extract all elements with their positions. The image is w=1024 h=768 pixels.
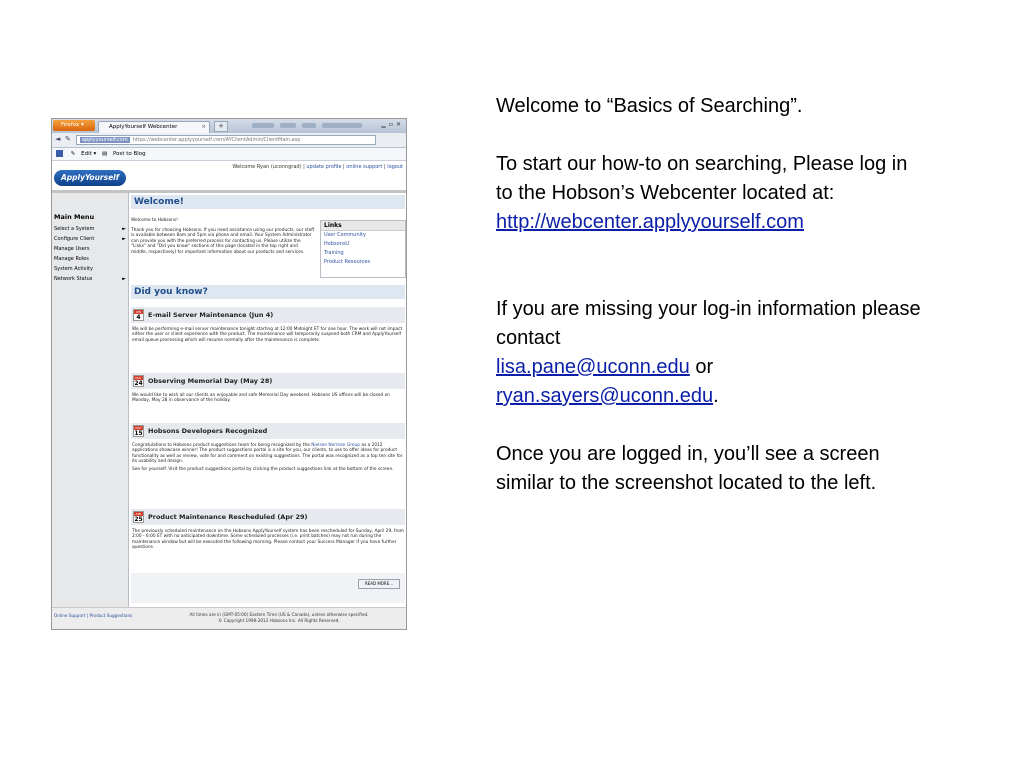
menu-item-network-status[interactable]: Network Status ► (54, 276, 126, 282)
page-footer (52, 607, 406, 630)
instructions-text (496, 92, 926, 498)
footer-legal: All times are in (GMT-05:00) Eastern Time (US & Canada), unless otherwise specified. © Copyright 1998-2012 Hobsons Inc. All Rights Reserved. (189, 612, 369, 623)
news-body: We would like to wish all our clients an enjoyable and safe Memorial Day weekend. Hobsons US offices will be closed on Monday, May 28 in observance of the holiday. (132, 393, 391, 404)
logout-link[interactable]: logout (387, 164, 403, 170)
news-body: The previously scheduled maintenance on the Hobsons ApplyYourself system has been rescheduled for Sunday, April 29, from 2:00 - 6:00 ET with no anticipated downtime. Some scheduled processes (i.e. print batches) may not run during the maintenance window but will be executed the following morning. Please contact your Success Manager if you have further questions. (132, 529, 404, 550)
calendar-icon: JUN 4 (133, 309, 144, 321)
link-product-resources[interactable]: Product Resources (324, 259, 371, 265)
email-link-lisa[interactable]: lisa.pane@uconn.edu (496, 356, 690, 378)
browser-tab-bar (52, 119, 406, 133)
wrench-icon[interactable]: ✎ (65, 135, 71, 143)
menu-item-system-activity[interactable]: System Activity (54, 266, 93, 272)
links-box (320, 220, 406, 278)
menu-item-manage-roles[interactable]: Manage Roles (54, 256, 89, 262)
webcenter-url-link[interactable]: http://webcenter.applyyourself.com (496, 211, 804, 233)
link-user-community[interactable]: User Community (324, 232, 366, 238)
links-title: Links (321, 221, 405, 231)
submenu-arrow-icon: ► (122, 226, 126, 232)
address-bar[interactable] (76, 135, 376, 145)
news-body: We will be performing e-mail server maintenance tonight starting at 12:00 Midnight ET for one hour. The work will not impact either the user or client experience with the product. The maintenance will temporarily suspend both CRM and ApplyYourself email queue processing which will resume normally after the maintenance is complete. (132, 327, 403, 343)
main-content (131, 195, 405, 607)
news-body: Congratulations to Hobsons product suggestions team for being recognized by the Nielsen Norman Group as a 2012 applications showcase winner! The product suggestions portal is a site for you, our clients, to use to offer ideas for product functionality as well as review, vote for and comment on existing suggestions. The portal was recognized as a top ten site for its usability and design. See for yourself. Visit the product suggestions portal by clicking the product suggestions link at the bottom of the screen. (132, 443, 403, 473)
email-link-ryan[interactable]: ryan.sayers@uconn.edu (496, 385, 714, 407)
facebook-icon[interactable] (56, 151, 65, 157)
welcome-text: Welcome to Hobsons! Thank you for choosing Hobsons. If you need assistance using our products, our staff is available between 8am and 5pm via phone and email. Your System Administrator can provide you with the preferred process for contacting us. Please utilize the "Links" and "Did you know" sections of this page (located in the top right and middle, respectively) for important information about our products and services. (131, 218, 315, 255)
tab-close-icon[interactable]: × (201, 124, 206, 130)
news-item (131, 373, 405, 404)
main-menu-heading: Main Menu (54, 213, 95, 221)
calendar-icon: MAY 15 (134, 426, 143, 437)
read-more-button[interactable]: READ MORE... (358, 579, 400, 589)
blurred-toolbar-item (302, 123, 316, 128)
did-you-know-heading: Did you know? (131, 285, 405, 299)
news-title: E-mail Server Maintenance (Jun 4) (148, 311, 274, 319)
post-to-blog-button[interactable]: ▤ Post to Blog (102, 151, 146, 157)
firefox-menu-button[interactable]: Firefox ▾ (53, 120, 95, 131)
url-text: https://webcenter.applyyourself.com/AYClientAdmin/ClientMain.asp (132, 137, 301, 143)
blurred-toolbar-item (252, 123, 274, 128)
news-title: Hobsons Developers Recognized (148, 427, 268, 435)
blurred-toolbar-item (280, 123, 296, 128)
webcenter-screenshot (51, 118, 407, 630)
browser-tab[interactable] (98, 121, 210, 133)
intro-line: Welcome to “Basics of Searching”. (496, 95, 803, 117)
submenu-arrow-icon: ► (122, 276, 126, 282)
online-support-link[interactable]: online support (346, 164, 383, 170)
back-arrow-icon[interactable]: ◄ (55, 135, 61, 143)
welcome-heading: Welcome! (131, 195, 405, 209)
calendar-icon: MAY 24 (134, 376, 143, 387)
link-training[interactable]: Training (324, 250, 344, 256)
menu-item-select-system[interactable]: Select a System ► (54, 226, 126, 232)
user-welcome-line: Welcome Ryan (uconngrad) | update profile | online support | logout (232, 164, 403, 170)
applyyourself-logo[interactable]: ApplyYourself (54, 170, 126, 186)
news-title: Observing Memorial Day (May 28) (148, 377, 273, 385)
nielsen-norman-link[interactable]: Nielsen Norman Group (311, 443, 360, 448)
menu-item-manage-users[interactable]: Manage Users (54, 246, 90, 252)
blurred-toolbar-item (322, 123, 362, 128)
link-hobsonsu[interactable]: HobsonsU (324, 241, 350, 247)
footer-links[interactable]: Online Support | Product Suggestions (54, 613, 133, 618)
missing-login-text: If you are missing your log-in information please contact lisa.pane@uconn.edu or ryan.sayers@uconn.edu. (496, 298, 921, 407)
new-tab-button[interactable]: + (214, 121, 228, 132)
news-title: Product Maintenance Rescheduled (Apr 29) (148, 513, 308, 521)
submenu-arrow-icon: ► (122, 236, 126, 242)
news-item (131, 509, 405, 550)
login-instructions: To start our how-to on searching, Please log in to the Hobson’s Webcenter located at: http://webcenter.applyyourself.com (496, 153, 908, 233)
logged-in-text: Once you are logged in, you’ll see a screen similar to the screenshot located to the left. (496, 443, 880, 494)
address-bar-row (52, 133, 406, 148)
sidebar (52, 193, 129, 607)
news-item (131, 307, 405, 343)
window-controls[interactable]: ▁▫✕ (381, 121, 404, 128)
update-profile-link[interactable]: update profile (306, 164, 342, 170)
calendar-icon: APR 25 (134, 512, 143, 523)
menu-item-configure-client[interactable]: Configure Client ► (54, 236, 126, 242)
site-identity-badge[interactable]: applyyourself.com (82, 137, 128, 143)
bookmarks-toolbar (52, 148, 406, 161)
edit-button[interactable]: ✎ Edit ▾ (70, 151, 97, 157)
news-item (131, 423, 405, 472)
tab-title: ApplyYourself Webcenter (109, 124, 178, 130)
